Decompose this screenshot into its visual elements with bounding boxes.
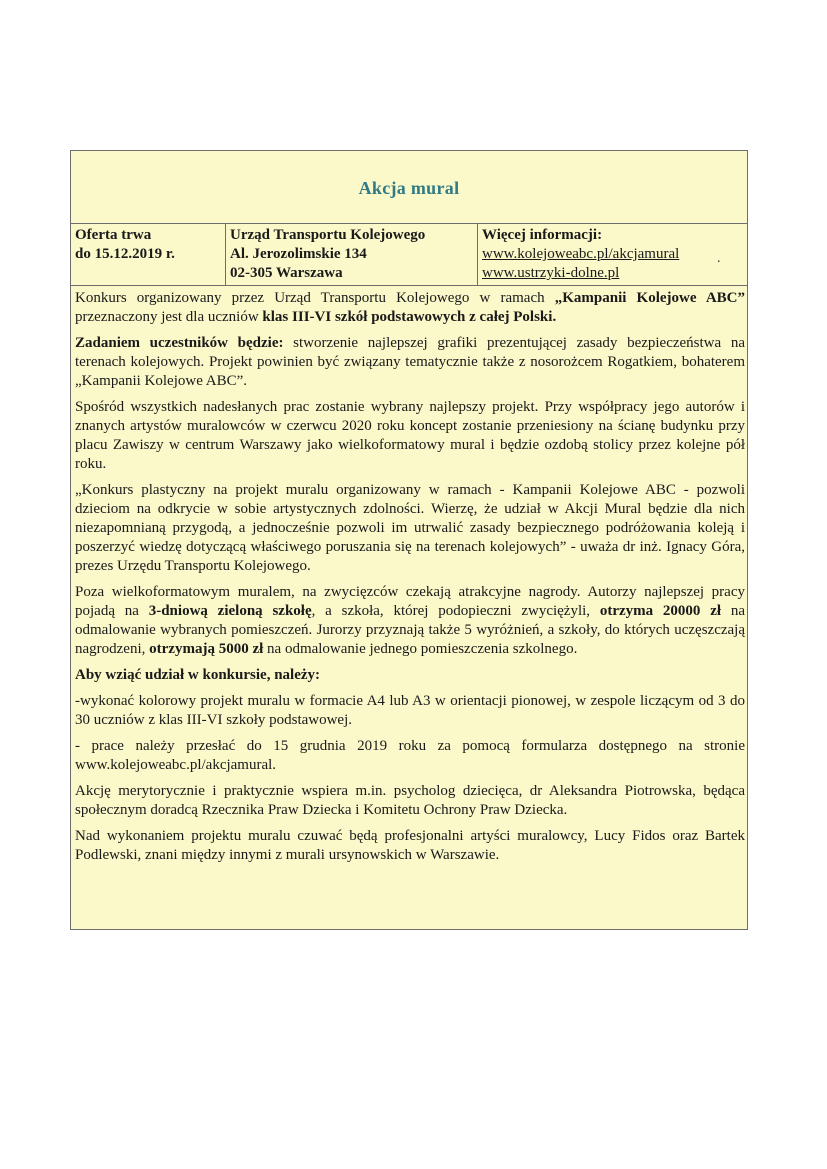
how-to-label: Aby wziąć udział w konkursie, należy: [75,667,321,683]
more-info-cell [478,223,747,285]
paragraph-prizes [75,583,745,659]
address-name: Urząd Transportu Kolejowego [230,227,426,243]
prize-school: otrzyma 20000 zł [599,603,722,619]
paragraph-quote: „Konkurs plastyczny na projekt muralu organizowany w ramach - Kampanii Kolejowe ABC - pozwoli dzieciom na odkrycie w sobie artystycznych zdolności. Wierzę, że udział w Akcji Mural będzie dla nich niezapomnianą przygodą, a jednocześnie pozwoli im utrwalić zasady bezpiecznego podróżowania koleją i poszerzyć wiedzę dotyczącą właściwego poruszania się na terenach kolejowych” - uważa dr inż. Ignacy Góra, prezes Urzędu Transportu Kolejowego. [75,482,745,574]
offer-cell [71,223,226,285]
text-span: na odmalowanie wybranych pomieszczeń. Jurorzy przyznają także 5 wyróżnień, a szkoły, do których uczęszczają nagrodzeni, [75,603,745,657]
prize-distinction: otrzymają 5000 zł [149,641,264,657]
address-cell [226,223,478,285]
address-street: Al. Jerozolimskie 134 [230,246,367,262]
task-label: Zadaniem uczestników będzie: [75,335,284,351]
page-title: Akcja mural [358,177,460,198]
campaign-name: „Kampanii Kolejowe ABC” [554,290,745,306]
paragraph-support: Akcję merytorycznie i praktycznie wspiera m.in. psycholog dziecięca, dr Aleksandra Piotrowska, będąca społecznym doradcą Rzecznika Praw Dziecka i Komitetu Ochrony Praw Dziecka. [75,783,745,818]
paragraph-intro [75,289,745,327]
text-span: przeznaczony jest dla uczniów [75,309,263,325]
prize-trip: 3-dniową zieloną szkołę [148,603,312,619]
text-span: Poza wielkoformatowym muralem, na zwycięzców czekają atrakcyjne nagrody. Autorzy najlepszej pracy pojadą na [75,584,745,619]
title-row [71,151,747,224]
offer-date: do 15.12.2019 r. [75,246,175,262]
paragraph-step-1: -wykonać kolorowy projekt muralu w formacie A4 lub A3 w orientacji pionowej, w zespole liczącym od 3 do 30 uczniów z klas III-VI szkoły podstawowej. [75,693,745,728]
link-ustrzyki[interactable]: www.ustrzyki-dolne.pl [482,265,620,281]
text-span: , a szkoła, której podopieczni zwyciężyli, [311,603,600,619]
paragraph-step-2: - prace należy przesłać do 15 grudnia 2019 roku za pomocą formularza dostępnego na stronie www.kolejoweabc.pl/akcjamural. [75,738,745,773]
address-city: 02-305 Warszawa [230,265,343,281]
offer-label: Oferta trwa [75,227,152,243]
text-span: na odmalowanie jednego pomieszczenia szkolnego. [263,641,578,657]
link-kolejoweabc[interactable]: www.kolejoweabc.pl/akcjamural [482,246,680,262]
paragraph-selection: Spośród wszystkich nadesłanych prac zostanie wybrany najlepszy projekt. Przy współpracy jego autorów i znanych artystów muralowców w czerwcu 2020 roku koncept zostanie przeniesiony na ścianę budynku przy placu Zawiszy w centrum Warszawy jako wielkoformatowy mural i będzie ozdobą stolicy przez kolejne pół roku. [75,399,745,472]
text-span: stworzenie najlepszej grafiki prezentującej zasady bezpieczeństwa na terenach kolejowych. Projekt powinien być związany tematycznie także z nosorożcem Rogatkiem, bohaterem „Kampanii Kolejowe ABC”. [75,335,745,389]
more-info-label: Więcej informacji: [482,227,603,243]
announcement-panel [70,150,748,930]
body-text [75,289,745,872]
stray-mark: . [717,251,721,266]
info-row [71,223,747,286]
paragraph-artists: Nad wykonaniem projektu muralu czuwać będą profesjonalni artyści muralowcy, Lucy Fidos oraz Bartek Podlewski, znani między innymi z murali ursynowskich w Warszawie. [75,828,745,863]
paragraph-how-to-heading [75,666,745,685]
target-group: klas III-VI szkół podstawowych z całej Polski. [262,309,557,325]
paragraph-task [75,334,745,391]
text-span: Konkurs organizowany przez Urząd Transportu Kolejowego w ramach [75,290,555,306]
